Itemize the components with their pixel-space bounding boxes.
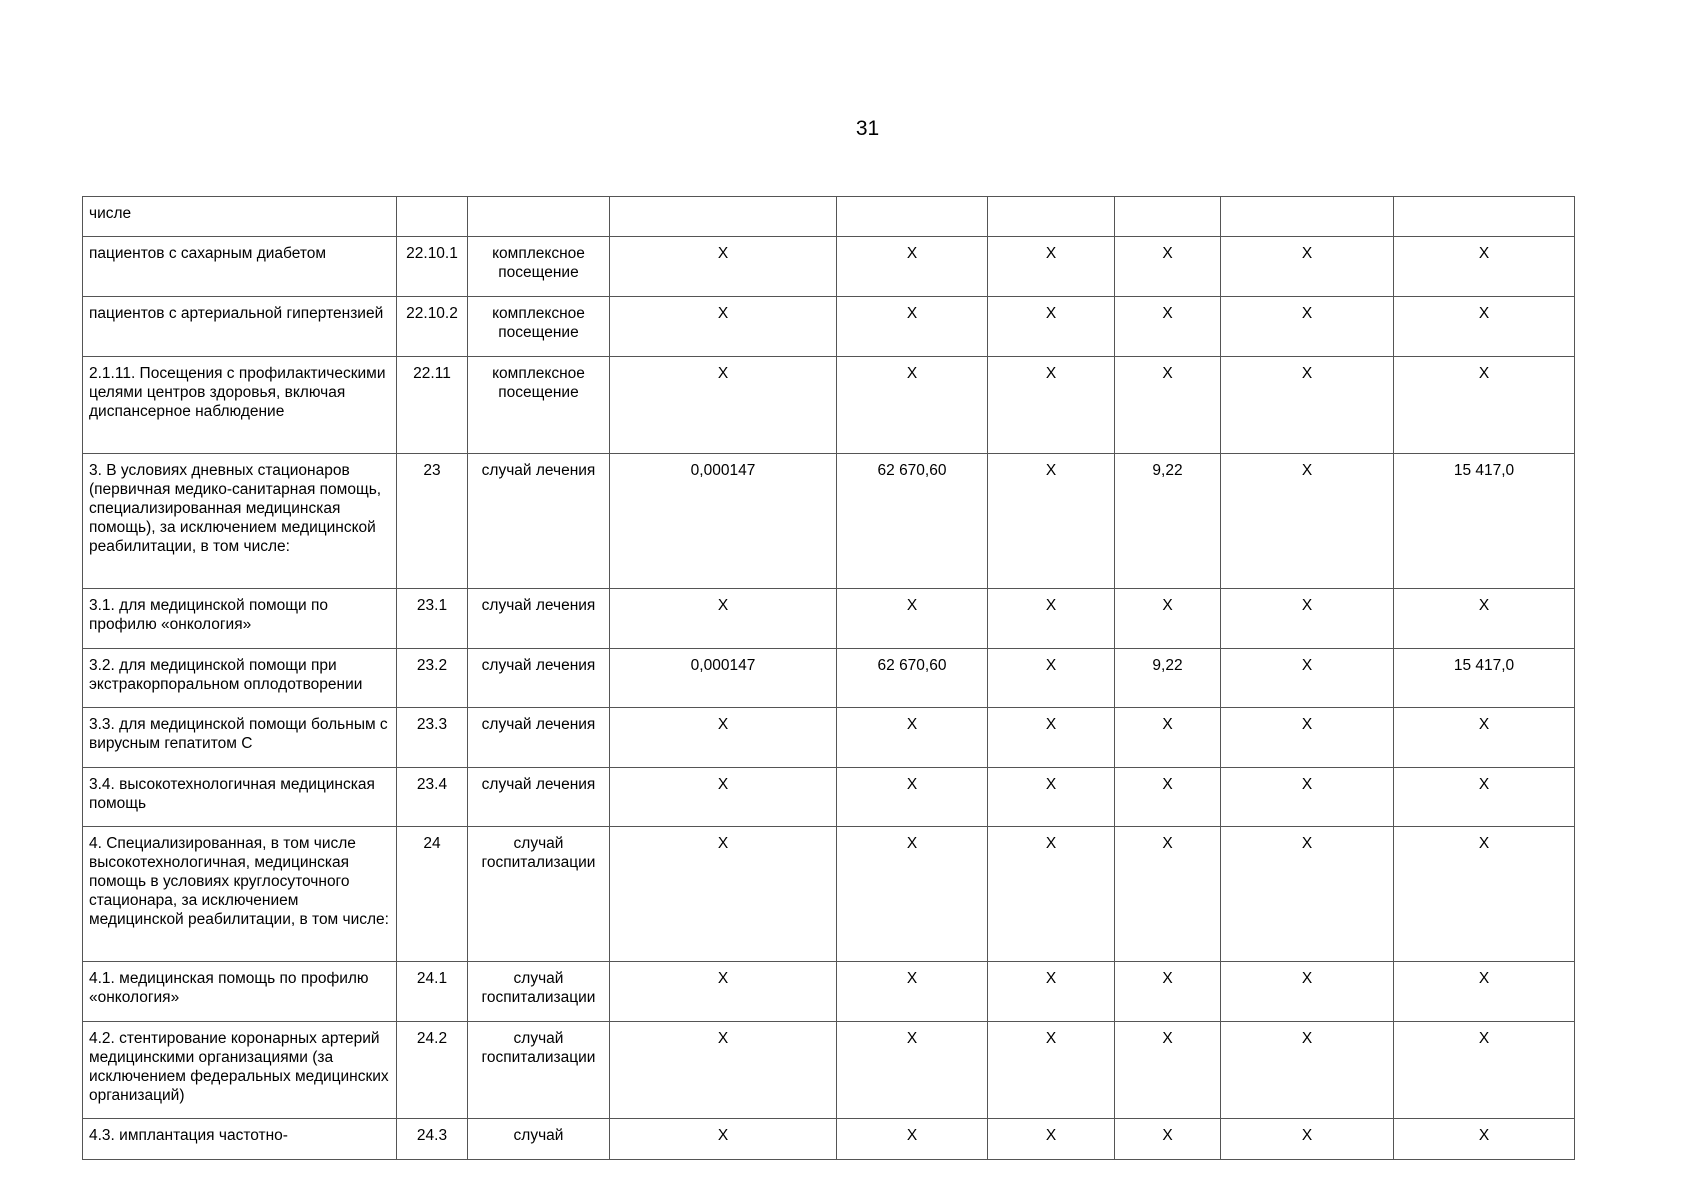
value-cell-col5: X — [837, 1119, 988, 1160]
value-cell-col7: X — [1115, 357, 1221, 454]
row-name-cell: 4.2. стентирование коронарных артерий медицинскими организациями (за исключением федеральных медицинских организаций) — [83, 1022, 397, 1119]
value-cell-col5: X — [837, 827, 988, 962]
row-name-cell: 3.4. высокотехнологичная медицинская помощь — [83, 768, 397, 827]
value-cell-col5: X — [837, 1022, 988, 1119]
row-name-cell: пациентов с сахарным диабетом — [83, 237, 397, 297]
value-cell-col5: X — [837, 768, 988, 827]
table-row — [83, 357, 1575, 454]
row-code-cell: 22.10.1 — [397, 237, 468, 297]
table-row — [83, 589, 1575, 649]
value-cell-col4: X — [610, 237, 837, 297]
unit-cell: комплексное посещение — [468, 297, 610, 357]
row-code-cell: 24.1 — [397, 962, 468, 1022]
value-cell-col7: X — [1115, 297, 1221, 357]
value-cell-col7: X — [1115, 768, 1221, 827]
unit-cell: случай — [468, 1119, 610, 1160]
table-body — [83, 197, 1575, 1160]
value-cell-col4: 0,000147 — [610, 649, 837, 708]
value-cell-col9: X — [1394, 237, 1575, 297]
value-cell-col4: X — [610, 1119, 837, 1160]
value-cell-col8: X — [1221, 454, 1394, 589]
row-name-cell: 3.3. для медицинской помощи больным с вирусным гепатитом С — [83, 708, 397, 768]
value-cell-col4: X — [610, 962, 837, 1022]
unit-cell: случай госпитализации — [468, 827, 610, 962]
value-cell-col7: 9,22 — [1115, 454, 1221, 589]
unit-cell: комплексное посещение — [468, 237, 610, 297]
value-cell-col8: X — [1221, 768, 1394, 827]
value-cell-col8: X — [1221, 708, 1394, 768]
unit-cell: случай лечения — [468, 454, 610, 589]
value-cell-col8 — [1221, 197, 1394, 237]
row-code-cell: 23 — [397, 454, 468, 589]
value-cell-col8: X — [1221, 1022, 1394, 1119]
value-cell-col8: X — [1221, 1119, 1394, 1160]
value-cell-col9: 15 417,0 — [1394, 649, 1575, 708]
data-table — [82, 196, 1575, 1160]
row-name-cell: числе — [83, 197, 397, 237]
row-code-cell: 22.10.2 — [397, 297, 468, 357]
value-cell-col7: X — [1115, 1119, 1221, 1160]
value-cell-col9: X — [1394, 827, 1575, 962]
row-name-cell: 3.2. для медицинской помощи при экстракорпоральном оплодотворении — [83, 649, 397, 708]
value-cell-col8: X — [1221, 962, 1394, 1022]
unit-cell: случай лечения — [468, 768, 610, 827]
value-cell-col9: X — [1394, 1022, 1575, 1119]
table-row — [83, 649, 1575, 708]
table-row — [83, 197, 1575, 237]
value-cell-col5: X — [837, 237, 988, 297]
table-row — [83, 454, 1575, 589]
value-cell-col7: X — [1115, 827, 1221, 962]
value-cell-col6: X — [988, 297, 1115, 357]
unit-cell: случай лечения — [468, 649, 610, 708]
value-cell-col4: X — [610, 1022, 837, 1119]
row-code-cell: 24.3 — [397, 1119, 468, 1160]
value-cell-col9: X — [1394, 1119, 1575, 1160]
value-cell-col6: X — [988, 827, 1115, 962]
value-cell-col9: 15 417,0 — [1394, 454, 1575, 589]
row-code-cell: 23.2 — [397, 649, 468, 708]
value-cell-col6: X — [988, 454, 1115, 589]
table-row — [83, 297, 1575, 357]
page-number: 31 — [855, 117, 880, 140]
value-cell-col7: X — [1115, 708, 1221, 768]
value-cell-col4: X — [610, 708, 837, 768]
value-cell-col8: X — [1221, 357, 1394, 454]
value-cell-col4: X — [610, 357, 837, 454]
value-cell-col9: X — [1394, 589, 1575, 649]
row-code-cell: 22.11 — [397, 357, 468, 454]
value-cell-col5: X — [837, 708, 988, 768]
unit-cell: случай лечения — [468, 708, 610, 768]
row-code-cell: 24 — [397, 827, 468, 962]
row-name-cell: 2.1.11. Посещения с профилактическими целями центров здоровья, включая диспансерное наблюдение — [83, 357, 397, 454]
value-cell-col8: X — [1221, 297, 1394, 357]
value-cell-col6: X — [988, 649, 1115, 708]
unit-cell: случай госпитализации — [468, 962, 610, 1022]
table-row — [83, 708, 1575, 768]
row-name-cell: 4. Специализированная, в том числе высокотехнологичная, медицинская помощь в условиях круглосуточного стационара, за исключением медицинской реабилитации, в том числе: — [83, 827, 397, 962]
table-row — [83, 1022, 1575, 1119]
value-cell-col6: X — [988, 1022, 1115, 1119]
value-cell-col5: X — [837, 962, 988, 1022]
value-cell-col6: X — [988, 708, 1115, 768]
value-cell-col7: X — [1115, 1022, 1221, 1119]
value-cell-col6: X — [988, 1119, 1115, 1160]
value-cell-col8: X — [1221, 827, 1394, 962]
row-name-cell: 4.1. медицинская помощь по профилю «онкология» — [83, 962, 397, 1022]
value-cell-col9: X — [1394, 768, 1575, 827]
unit-cell: случай лечения — [468, 589, 610, 649]
row-code-cell: 23.4 — [397, 768, 468, 827]
value-cell-col5: 62 670,60 — [837, 454, 988, 589]
value-cell-col8: X — [1221, 589, 1394, 649]
value-cell-col5: 62 670,60 — [837, 649, 988, 708]
value-cell-col6: X — [988, 768, 1115, 827]
row-code-cell — [397, 197, 468, 237]
value-cell-col4 — [610, 197, 837, 237]
value-cell-col5: X — [837, 297, 988, 357]
value-cell-col4: X — [610, 827, 837, 962]
value-cell-col4: X — [610, 589, 837, 649]
value-cell-col9 — [1394, 197, 1575, 237]
value-cell-col5: X — [837, 357, 988, 454]
value-cell-col6 — [988, 197, 1115, 237]
table-row — [83, 237, 1575, 297]
value-cell-col4: X — [610, 768, 837, 827]
value-cell-col9: X — [1394, 708, 1575, 768]
table-row — [83, 827, 1575, 962]
row-code-cell: 23.1 — [397, 589, 468, 649]
value-cell-col6: X — [988, 357, 1115, 454]
value-cell-col9: X — [1394, 297, 1575, 357]
row-name-cell: 3.1. для медицинской помощи по профилю «онкология» — [83, 589, 397, 649]
row-name-cell: 4.3. имплантация частотно- — [83, 1119, 397, 1160]
value-cell-col7: X — [1115, 962, 1221, 1022]
row-name-cell: 3. В условиях дневных стационаров (первичная медико-санитарная помощь, специализированная медицинская помощь), за исключением медицинской реабилитации, в том числе: — [83, 454, 397, 589]
value-cell-col8: X — [1221, 237, 1394, 297]
value-cell-col9: X — [1394, 962, 1575, 1022]
row-name-cell: пациентов с артериальной гипертензией — [83, 297, 397, 357]
value-cell-col5: X — [837, 589, 988, 649]
value-cell-col4: 0,000147 — [610, 454, 837, 589]
unit-cell: комплексное посещение — [468, 357, 610, 454]
table-row — [83, 962, 1575, 1022]
table-row — [83, 768, 1575, 827]
value-cell-col6: X — [988, 237, 1115, 297]
value-cell-col6: X — [988, 962, 1115, 1022]
value-cell-col6: X — [988, 589, 1115, 649]
table-row — [83, 1119, 1575, 1160]
value-cell-col7: X — [1115, 237, 1221, 297]
value-cell-col7 — [1115, 197, 1221, 237]
unit-cell: случай госпитализации — [468, 1022, 610, 1119]
value-cell-col7: 9,22 — [1115, 649, 1221, 708]
value-cell-col4: X — [610, 297, 837, 357]
row-code-cell: 24.2 — [397, 1022, 468, 1119]
value-cell-col8: X — [1221, 649, 1394, 708]
value-cell-col5 — [837, 197, 988, 237]
value-cell-col9: X — [1394, 357, 1575, 454]
value-cell-col7: X — [1115, 589, 1221, 649]
row-code-cell: 23.3 — [397, 708, 468, 768]
unit-cell — [468, 197, 610, 237]
